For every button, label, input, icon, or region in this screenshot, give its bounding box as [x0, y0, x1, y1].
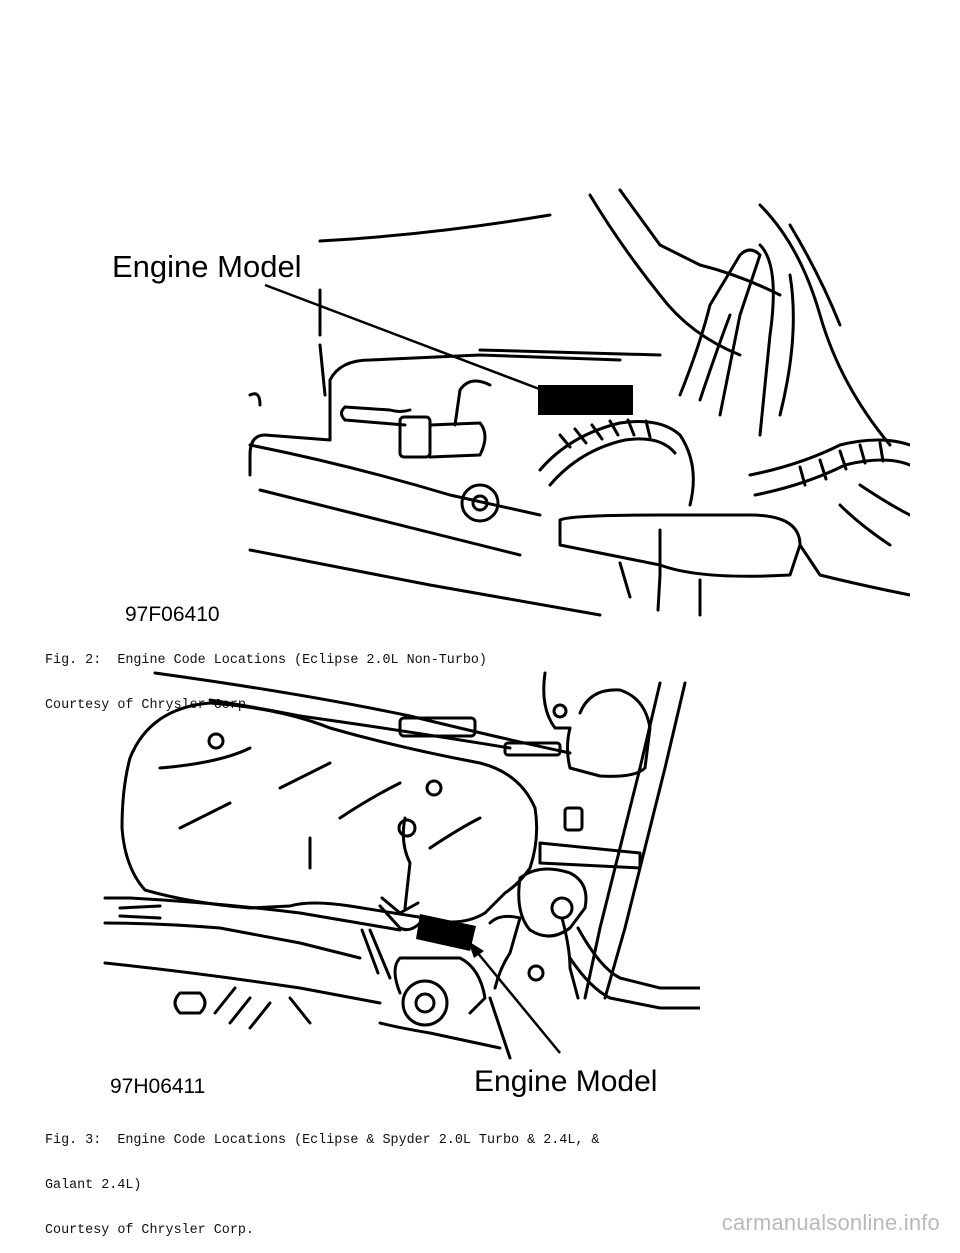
- caption-line: Courtesy of Chrysler Corp.: [45, 1223, 254, 1238]
- figure-3-caption: [45, 1103, 599, 1253]
- caption-line: Fig. 2: Engine Code Locations (Eclipse 2.0L Non-Turbo): [45, 653, 487, 668]
- arrow-head: [468, 941, 484, 958]
- figure-3-labels: [0, 1060, 960, 1105]
- figure-code: 97H06411: [110, 1075, 206, 1098]
- caption-line: Courtesy of Chrysler Corp.: [45, 698, 254, 713]
- caption-line: Fig. 3: Engine Code Locations (Eclipse & Spyder 2.0L Turbo & 2.4L, &: [45, 1133, 600, 1148]
- figure-2-illustration: [100, 185, 910, 630]
- figure-3-illustration: [100, 668, 700, 1093]
- figure-3-drawing: [100, 668, 700, 1093]
- engine-model-plate: [538, 385, 633, 415]
- engine-model-callout: Engine Model: [474, 1065, 658, 1098]
- site-watermark: carmanualsonline.info: [721, 1210, 940, 1235]
- callout-leader: [265, 285, 542, 390]
- caption-line: Galant 2.4L): [45, 1178, 142, 1193]
- engine-model-callout: Engine Model: [112, 249, 302, 284]
- figure-2-drawing: [100, 185, 910, 630]
- figure-code: 97F06410: [125, 603, 220, 626]
